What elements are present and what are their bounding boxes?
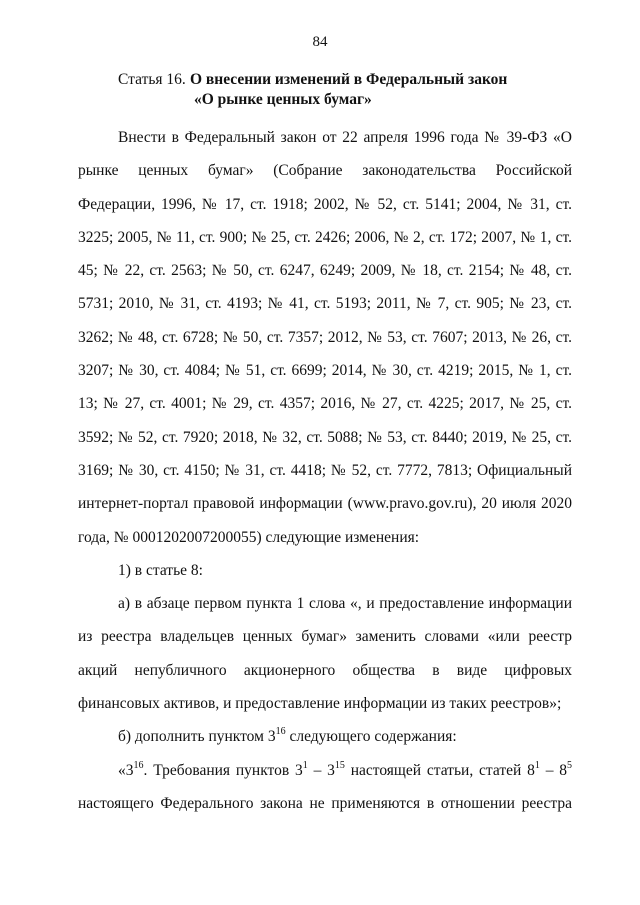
quote-sup4: 5 bbox=[567, 759, 573, 771]
item-1: 1) в статье 8: bbox=[118, 561, 203, 579]
page-number: 84 bbox=[312, 34, 328, 50]
quote-paragraph bbox=[78, 754, 572, 821]
quote-open: «3 bbox=[118, 761, 134, 779]
item-b-after: следующего содержания: bbox=[285, 728, 457, 746]
intro-paragraph: Внести в Федеральный закон от 22 апреля 1996 года № 39-ФЗ «О рынке ценных бумаг» (Собрание законодательства Российской Федерации, 1996, № 17, ст. 1918; 2002, № 52, ст. 5141; 2004, № 31, ст. 3225; 2005, № 11, ст. 900; № 25, ст. 2426; 2006, № 2, ст. 172; 2007, № 1, ст. 45; № 22, ст. 2563; № 50, ст. 6247, 6249; 2009, № 18, ст. 2154; № 48, ст. 5731; 2010, № 31, ст. 4193; № 41, ст. 5193; 2011, № 7, ст. 905; № 23, ст. 3262; № 48, ст. 6728; № 50, ст. 7357; 2012, № 53, ст. 7607; 2013, № 26, ст. 3207; № 30, ст. 4084; № 51, ст. 6699; 2014, № 30, ст. 4219; 2015, № 1, ст. 13; № 27, ст. 4001; № 29, ст. 4357; 2016, № 27, ст. 4225; 2017, № 25, ст. 3592; № 52, ст. 7920; 2018, № 32, ст. 5088; № 53, ст. 8440; 2019, № 25, ст. 3169; № 30, ст. 4150; № 31, ст. 4418; № 52, ст. 7772, 7813; Официальный интернет-портал правовой информации (www.pravo.gov.ru), 20 июля 2020 года, № 0001202007200055) следующие изменения: bbox=[78, 129, 572, 546]
quote-dash1: – 3 bbox=[307, 761, 335, 779]
article-heading bbox=[118, 70, 578, 110]
item-a: а) в абзаце первом пункта 1 слова «, и предоставление информации из реестра владельцев ценных бумаг» заменить словами «или реестр акций непубличного акционерного общества в виде цифровых финансовых активов, и предоставление информации из таких реестров»; bbox=[78, 595, 572, 713]
quote-sup1: 1 bbox=[302, 759, 308, 771]
quote-part1: . Требования пунктов 3 bbox=[143, 761, 303, 779]
quote-part2: настоящей статьи, статей 8 bbox=[344, 761, 535, 779]
item-b bbox=[78, 720, 572, 753]
quote-dash2: – 8 bbox=[539, 761, 568, 779]
quote-part3: настоящего Федерального закона не применяются в отношении реестра bbox=[78, 794, 572, 812]
item-b-before: б) дополнить пунктом 3 bbox=[118, 728, 276, 746]
quote-sup2: 15 bbox=[334, 759, 345, 771]
document-body bbox=[78, 121, 572, 820]
article-label: Статья 16. bbox=[118, 71, 186, 88]
quote-sup3: 1 bbox=[534, 759, 540, 771]
article-title-line2: «О рынке ценных бумаг» bbox=[194, 91, 372, 108]
article-title-line1: О внесении изменений в Федеральный закон bbox=[190, 71, 508, 88]
quote-sup-point: 16 bbox=[133, 759, 144, 771]
item-b-sup: 16 bbox=[275, 726, 286, 738]
